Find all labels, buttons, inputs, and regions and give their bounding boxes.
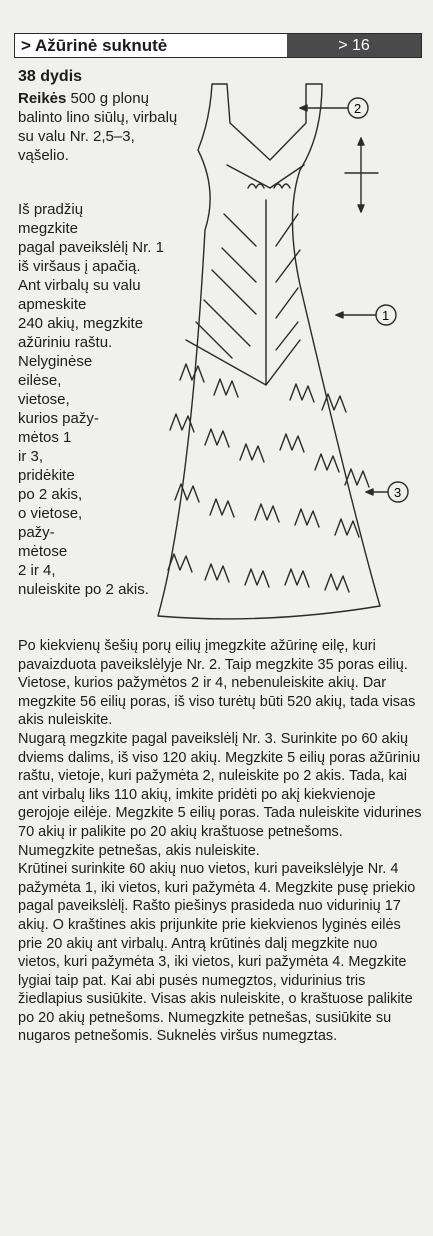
materials-text: 500 g plonų balinto lino siūlų, virbalų su valu Nr. 2,5–3, vąšelio. [18, 90, 178, 164]
instruction-line: 2 ir 4, [18, 562, 56, 579]
instruction-line: vietose, [18, 391, 70, 408]
instruction-line: po 2 akis, [18, 486, 83, 503]
stretch-arrow [345, 138, 378, 212]
materials-heading: Reikės [18, 90, 67, 107]
diagram-label-1: 1 [382, 308, 390, 323]
instruction-line: ažūriniu raštu. [18, 334, 113, 351]
instruction-line: megzkite [18, 220, 79, 237]
diagram-label-3: 3 [394, 485, 402, 500]
stripe [276, 214, 300, 350]
section-title: > Ažūrinė suknutė [15, 34, 287, 57]
instruction-line: mėtose [18, 543, 68, 560]
diagram-label-2: 2 [354, 101, 362, 116]
instruction-line: 240 akių, megzkite [18, 315, 144, 332]
size-label: 38 dydis [18, 68, 83, 85]
instruction-line: iš viršaus į apačią. [18, 258, 141, 275]
instruction-line: Nelyginėse [18, 353, 93, 370]
instruction-line: nuleiskite po 2 akis. [18, 581, 149, 598]
instruction-line: pažy- [18, 524, 55, 541]
leaf-motifs [168, 364, 369, 592]
instruction-line: eilėse, [18, 372, 62, 389]
instructions-body: Po kiekvienų šešių porų eilių įmegzkite ažūrinę eilę, kuri pavaizduota paveikslėlyje Nr. 2. Taip megzkite 35 poras eilių. Vietose, kurios pažymėtos 2 ir 4, nebenuleiskite akių. Dar megzkite 56 eilių poras, iš viso turėtų būti 520 akių, tada visas akis nuleiskite. Nugarą megzkite pagal paveikslėlį Nr. 3. Surinkite po 60 akių dviems dalims, iš viso 120 akių. Megzkite 5 eilių poras ažūriniu raštu, vietoje, kuri pažymėta 2, nuleiskite po 2 akis. Tada, kai ant virbalų liks 110 akių, imkite pridėti po akį kiekvienoje gerojoje eilėje. Megzkite 5 eilių poras. Tada nuleiskite vidurines 70 akių ir palikite po 20 akių kraštuose petnešoms. Numegzkite petnešas, akis nuleiskite. Krūtinei surinkite 60 akių nuo vietos, kuri paveikslėlyje Nr. 4 pažymėta 1, iki vietos, kuri pažymėta 4. Megzkite pusę priekio pagal paveikslėlį. Rašto piešinys prasideda nuo vidurinių 17 akių. O kraštines akis prijunkite prie kiekvienos lyginės eilės prie 20 akių ant virbalų. Antrą krūtinės dalį megzkite nuo vietos, kuri pažymėta 3, iki vietos, kuri pažymėta 4. Megzkite lygiai taip pat. Kai abi pusės numegztos, vidurinius tris žiedlapius susiūkite. Visas akis nuleiskite, o kraštuose palikite po 20 akių petnešoms. Numegzkite petnešas, susiūkite su nugaros petnešomis. Suknelės viršus numegztas. [18, 638, 422, 1045]
instruction-line: Iš pradžių [18, 201, 84, 218]
instruction-line: kurios pažy- [18, 410, 99, 427]
yoke-line [227, 165, 304, 188]
instruction-line: pagal paveikslėlį Nr. 1 [18, 239, 164, 256]
instruction-line: ir 3, [18, 448, 44, 465]
page-reference: > 16 [287, 34, 421, 57]
instruction-line: o vietose, [18, 505, 83, 522]
instruction-line: apmeskite [18, 296, 87, 313]
instruction-line: mėtos 1 [18, 429, 72, 446]
dress-outline [158, 84, 380, 619]
instruction-line: pridėkite [18, 467, 75, 484]
instruction-line: Ant virbalų su valu [18, 277, 141, 294]
